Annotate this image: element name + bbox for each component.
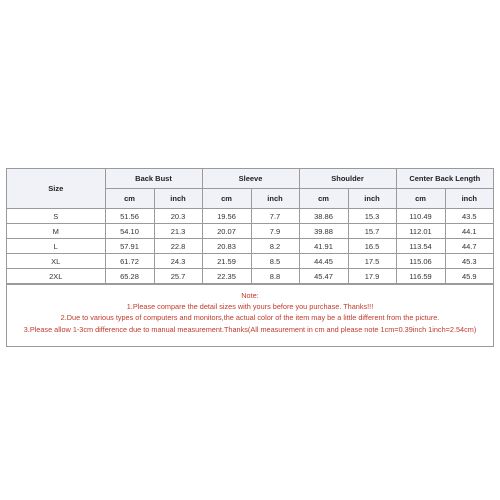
table-row xyxy=(7,209,493,224)
table-cell: 24.3 xyxy=(154,254,202,269)
table-cell: 7.7 xyxy=(251,209,299,224)
table-row xyxy=(7,224,493,239)
note-line-1: 1.Please compare the detail sizes with yours before you purchase. Thanks!!! xyxy=(126,302,374,312)
table-cell: 110.49 xyxy=(396,209,445,224)
table-cell: 39.88 xyxy=(299,224,348,239)
size-table xyxy=(7,169,493,284)
table-cell: 19.56 xyxy=(202,209,251,224)
table-cell: 20.3 xyxy=(154,209,202,224)
unit-header: inch xyxy=(445,189,493,209)
size-cell: 2XL xyxy=(7,269,105,284)
unit-header: inch xyxy=(154,189,202,209)
table-cell: 25.7 xyxy=(154,269,202,284)
unit-header: cm xyxy=(105,189,154,209)
table-cell: 17.9 xyxy=(348,269,396,284)
table-cell: 20.83 xyxy=(202,239,251,254)
table-cell: 44.1 xyxy=(445,224,493,239)
unit-header: inch xyxy=(251,189,299,209)
table-cell: 15.3 xyxy=(348,209,396,224)
note-title: Note: xyxy=(241,291,259,300)
table-cell: 20.07 xyxy=(202,224,251,239)
notes-section xyxy=(7,284,493,346)
table-cell: 112.01 xyxy=(396,224,445,239)
table-cell: 43.5 xyxy=(445,209,493,224)
unit-header: cm xyxy=(202,189,251,209)
table-cell: 38.86 xyxy=(299,209,348,224)
group-header-shoulder: Shoulder xyxy=(299,169,396,189)
table-cell: 22.35 xyxy=(202,269,251,284)
size-cell: XL xyxy=(7,254,105,269)
table-cell: 7.9 xyxy=(251,224,299,239)
table-cell: 65.28 xyxy=(105,269,154,284)
note-line-3: 3.Please allow 1-3cm difference due to manual measurement.Thanks(All measurement in cm and please note 1cm=0.39inch 1inch=2.54cm) xyxy=(23,324,477,334)
group-header-back-bust: Back Bust xyxy=(105,169,202,189)
group-header-center-back-length: Center Back Length xyxy=(396,169,493,189)
size-header: Size xyxy=(7,169,105,209)
size-chart xyxy=(6,168,494,347)
table-cell: 16.5 xyxy=(348,239,396,254)
table-cell: 51.56 xyxy=(105,209,154,224)
note-line-2: 2.Due to various types of computers and monitors,the actual color of the item may be a little different from the picture. xyxy=(60,313,440,323)
unit-header: cm xyxy=(396,189,445,209)
table-cell: 44.45 xyxy=(299,254,348,269)
table-cell: 17.5 xyxy=(348,254,396,269)
table-cell: 57.91 xyxy=(105,239,154,254)
table-cell: 45.9 xyxy=(445,269,493,284)
group-header-sleeve: Sleeve xyxy=(202,169,299,189)
table-cell: 21.3 xyxy=(154,224,202,239)
table-row xyxy=(7,239,493,254)
header-row-groups xyxy=(7,169,493,189)
table-cell: 116.59 xyxy=(396,269,445,284)
table-cell: 54.10 xyxy=(105,224,154,239)
table-cell: 44.7 xyxy=(445,239,493,254)
table-cell: 113.54 xyxy=(396,239,445,254)
table-cell: 41.91 xyxy=(299,239,348,254)
table-cell: 8.8 xyxy=(251,269,299,284)
size-cell: S xyxy=(7,209,105,224)
table-cell: 45.47 xyxy=(299,269,348,284)
size-cell: L xyxy=(7,239,105,254)
table-cell: 21.59 xyxy=(202,254,251,269)
table-cell: 8.5 xyxy=(251,254,299,269)
table-cell: 115.06 xyxy=(396,254,445,269)
table-row xyxy=(7,269,493,284)
unit-header: inch xyxy=(348,189,396,209)
table-cell: 8.2 xyxy=(251,239,299,254)
unit-header: cm xyxy=(299,189,348,209)
table-cell: 61.72 xyxy=(105,254,154,269)
table-cell: 22.8 xyxy=(154,239,202,254)
table-cell: 45.3 xyxy=(445,254,493,269)
table-row xyxy=(7,254,493,269)
size-cell: M xyxy=(7,224,105,239)
table-cell: 15.7 xyxy=(348,224,396,239)
